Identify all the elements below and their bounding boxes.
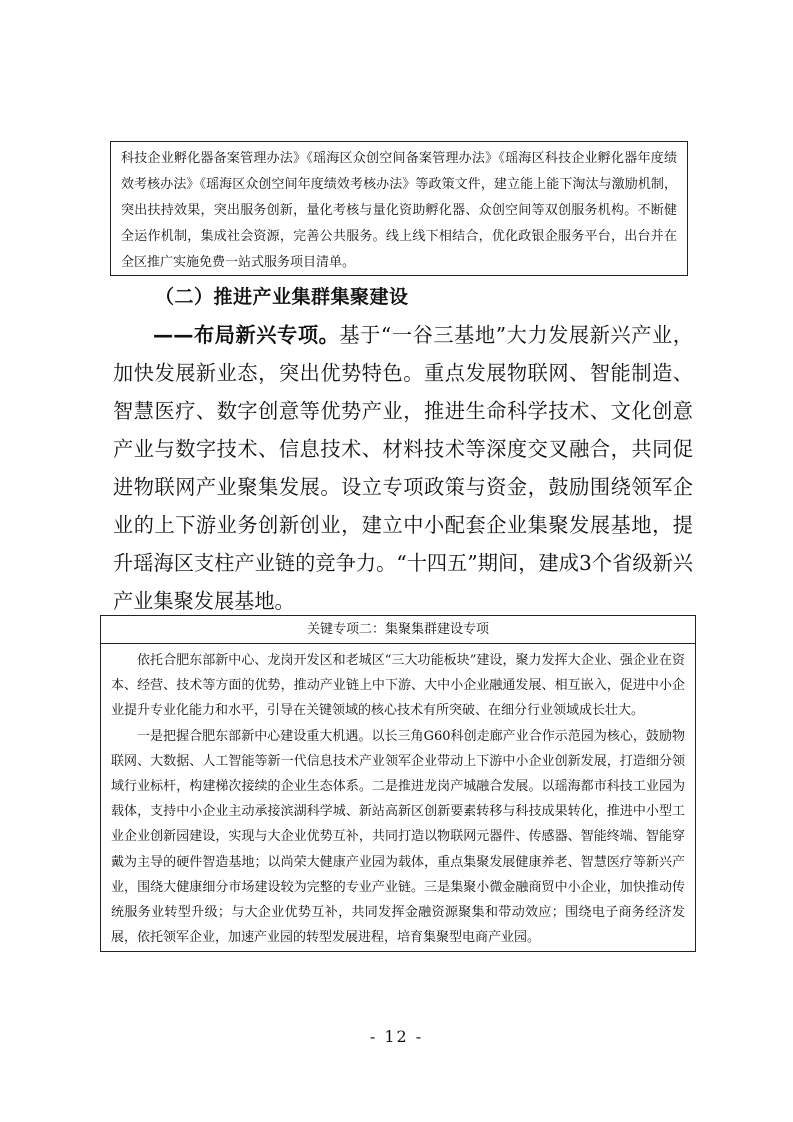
- policy-note-text: 科技企业孵化器备案管理办法》《瑶海区众创空间备案管理办法》《瑶海区科技企业孵化器年度绩效考核办法》《瑶海区众创空间年度绩效考核办法》等政策文件，建立能上能下淘汰与激励机制，突出扶持效果，突出服务创新，量化考核与量化资助孵化器、众创空间等双创服务机构。不断健全运作机制，集成社会资源，完善公共服务。线上线下相结合，优化政银企服务平台，出台并在全区推广实施免费一站式服务项目清单。: [121, 151, 677, 270]
- section-heading: （二）推进产业集群集聚建设: [155, 286, 409, 308]
- policy-note-box: [110, 141, 688, 276]
- paragraph-text: 基于“一谷三基地”大力发展新兴产业，加快发展新业态，突出优势特色。重点发展物联网、智能制造、智慧医疗、数字创意等优势产业，推进生命科学技术、文化创意产业与数字技术、信息技术、材料技术等深度交叉融合，共同促进物联网产业聚集发展。设立专项政策与资金，鼓励围绕领军企业的上下游业务创新创业，建立中小配套企业集聚发展基地，提升瑶海区支柱产业链的竞争力。“十四五”期间，建成3个省级新兴产业集聚发展基地。: [113, 323, 693, 613]
- paragraph-lead: ——布局新兴专项。: [153, 323, 340, 347]
- key-project-box: [100, 615, 696, 952]
- key-project-paragraph-2: 一是把握合肥东部新中心建设重大机遇。以长三角G60科创走廊产业合作示范园为核心，鼓励物联网、大数据、人工智能等新一代信息技术产业领军企业带动上下游中小企业创新发展，打造细分领域行业标杆，构建梯次接续的企业生态体系。二是推进龙岗产城融合发展。以瑶海都市科技工业园为载体，支持中小企业主动承接滨湖科学城、新站高新区创新要素转移与科技成果转化，推进中小型工业企业创新园建设，实现与大企业优势互补，共同打造以物联网元器件、传感器、智能终端、智能穿戴为主导的硬件智造基地；以尚荣大健康产业园为载体，重点集聚发展健康养老、智慧医疗等新兴产业，围绕大健康细分市场建设较为完整的专业产业链。三是集聚小微金融商贸中小企业，加快推动传统服务业转型升级；与大企业优势互补，共同发挥金融资源聚集和带动效应；围绕电子商务经济发展，依托领军企业，加速产业园的转型发展进程，培育集聚型电商产业园。: [111, 728, 685, 946]
- key-project-paragraph-1: 依托合肥东部新中心、龙岗开发区和老城区“三大功能板块”建设，聚力发挥大企业、强企业在资本、经营、技术等方面的优势，推动产业链上中下游、大中小企业融通发展、相互嵌入，促进中小企业提升专业化能力和水平，引导在关键领域的核心技术有所突破、在细分行业领域成长壮大。: [111, 653, 685, 719]
- key-project-title: 关键专项二：集聚集群建设专项: [101, 616, 695, 644]
- key-project-body: [101, 644, 695, 950]
- page-number: - 12 -: [369, 1027, 424, 1046]
- body-paragraph: [113, 316, 693, 620]
